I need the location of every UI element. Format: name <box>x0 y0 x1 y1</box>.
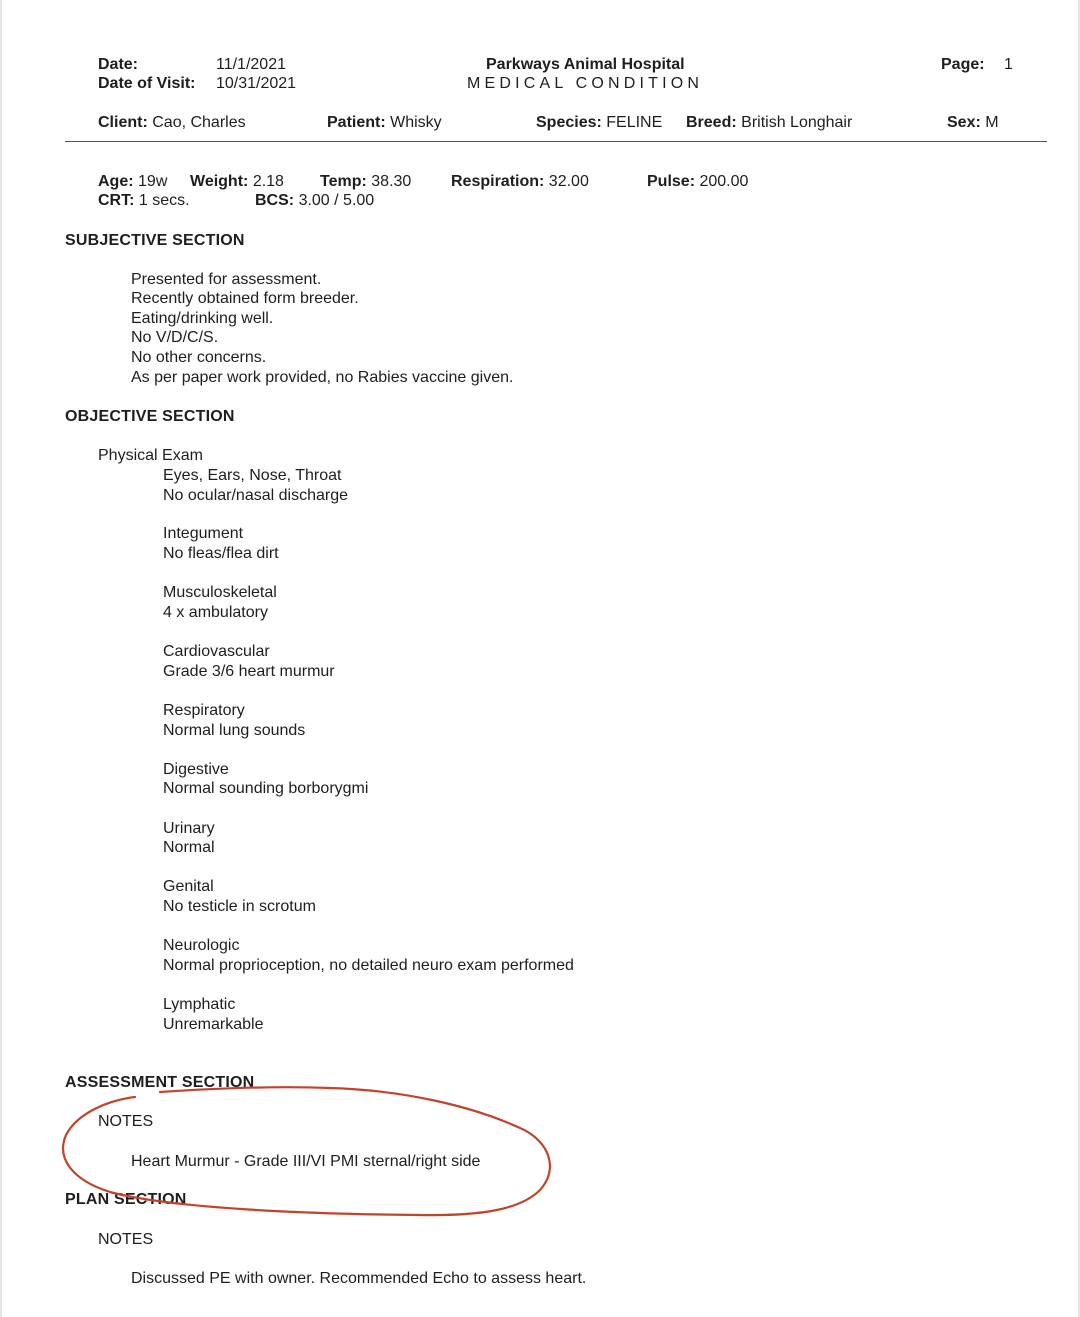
header-divider <box>65 141 1047 142</box>
exam-system-name: Lymphatic <box>163 996 236 1013</box>
visit-date-value: 10/31/2021 <box>216 75 297 92</box>
temp-value: 38.30 <box>371 173 412 190</box>
exam-system-name: Neurologic <box>163 937 240 954</box>
exam-system-name: Urinary <box>163 820 215 837</box>
plan-heading: PLAN SECTION <box>65 1191 187 1208</box>
exam-system-finding: Normal sounding borborygmi <box>163 780 369 797</box>
weight-field <box>190 172 284 192</box>
subjective-heading: SUBJECTIVE SECTION <box>65 232 245 249</box>
patient-field <box>327 113 442 133</box>
crt-value: 1 secs. <box>138 192 190 209</box>
client-label: Client: <box>98 114 148 131</box>
exam-system-finding: No ocular/nasal discharge <box>163 487 348 504</box>
bcs-label: BCS: <box>255 192 295 209</box>
physical-exam-subheading: Physical Exam <box>98 447 203 464</box>
visit-date-label: Date of Visit: <box>98 75 196 92</box>
exam-system-name: Digestive <box>163 761 229 778</box>
pulse-value: 200.00 <box>699 173 749 190</box>
bcs-value: 3.00 / 5.00 <box>298 192 375 209</box>
patient-label: Patient: <box>327 114 386 131</box>
exam-system-finding: Grade 3/6 heart murmur <box>163 663 335 680</box>
exam-system-finding: Normal <box>163 839 215 856</box>
bcs-field <box>255 191 374 211</box>
page-edge-left <box>0 0 2 1317</box>
weight-value: 2.18 <box>252 173 284 190</box>
date-value: 11/1/2021 <box>216 56 286 73</box>
page-label: Page: <box>941 56 985 73</box>
assessment-note: Heart Murmur - Grade III/VI PMI sternal/right side <box>131 1153 481 1170</box>
pulse-field <box>647 172 748 192</box>
crt-field <box>98 191 190 211</box>
hospital-name: Parkways Animal Hospital <box>486 56 685 73</box>
respiration-value: 32.00 <box>548 173 589 190</box>
client-value: Cao, Charles <box>152 114 246 131</box>
subjective-line: Presented for assessment. <box>131 271 322 288</box>
exam-system-finding: Unremarkable <box>163 1016 264 1033</box>
exam-system-name: Respiratory <box>163 702 245 719</box>
sex-field <box>947 113 999 133</box>
plan-notes-label: NOTES <box>98 1231 154 1248</box>
exam-system-name: Genital <box>163 878 214 895</box>
age-label: Age: <box>98 173 134 190</box>
breed-field <box>686 113 852 133</box>
exam-system-finding: No fleas/flea dirt <box>163 545 279 562</box>
temp-label: Temp: <box>320 173 367 190</box>
objective-heading: OBJECTIVE SECTION <box>65 408 235 425</box>
breed-label: Breed: <box>686 114 737 131</box>
pulse-label: Pulse: <box>647 173 696 190</box>
age-field <box>98 172 167 192</box>
page-number: 1 <box>1004 56 1013 73</box>
client-field <box>98 113 246 133</box>
species-label: Species: <box>536 114 602 131</box>
assessment-notes-label: NOTES <box>98 1113 154 1130</box>
subjective-line: Eating/drinking well. <box>131 310 274 327</box>
temp-field <box>320 172 411 192</box>
sex-label: Sex: <box>947 114 981 131</box>
weight-label: Weight: <box>190 173 249 190</box>
breed-value: British Longhair <box>741 114 853 131</box>
species-value: FELINE <box>606 114 663 131</box>
age-value: 19w <box>138 173 168 190</box>
subjective-line: As per paper work provided, no Rabies vaccine given. <box>131 369 514 386</box>
exam-system-finding: 4 x ambulatory <box>163 604 268 621</box>
respiration-field <box>451 172 589 192</box>
subjective-line: No V/D/C/S. <box>131 329 219 346</box>
species-field <box>536 113 662 133</box>
exam-system-finding: Normal lung sounds <box>163 722 306 739</box>
exam-system-finding: Normal proprioception, no detailed neuro exam performed <box>163 957 574 974</box>
sex-value: M <box>985 114 999 131</box>
subjective-line: Recently obtained form breeder. <box>131 290 359 307</box>
exam-system-name: Cardiovascular <box>163 643 270 660</box>
crt-label: CRT: <box>98 192 135 209</box>
exam-system-finding: No testicle in scrotum <box>163 898 316 915</box>
date-label: Date: <box>98 56 139 73</box>
respiration-label: Respiration: <box>451 173 545 190</box>
document-title: MEDICAL CONDITION <box>467 75 704 92</box>
assessment-heading: ASSESSMENT SECTION <box>65 1074 255 1091</box>
plan-note: Discussed PE with owner. Recommended Echo to assess heart. <box>131 1270 587 1287</box>
exam-system-name: Integument <box>163 525 244 542</box>
patient-value: Whisky <box>390 114 442 131</box>
subjective-line: No other concerns. <box>131 349 267 366</box>
exam-system-name: Musculoskeletal <box>163 584 277 601</box>
exam-system-name: Eyes, Ears, Nose, Throat <box>163 467 342 484</box>
